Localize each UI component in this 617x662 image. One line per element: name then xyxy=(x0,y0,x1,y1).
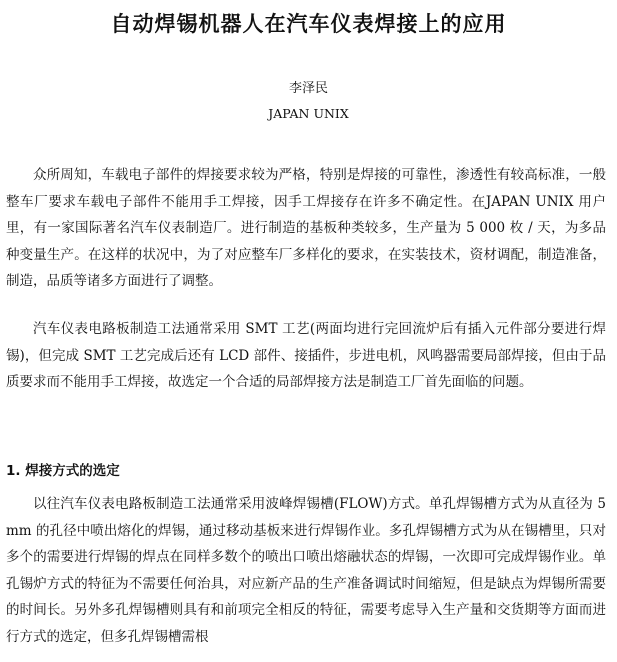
intro-paragraph-2-block xyxy=(6,316,606,396)
paper-title: 自动焊锡机器人在汽车仪表焊接上的应用 xyxy=(110,12,507,36)
intro-paragraph-2: 汽车仪表电路板制造工法通常采用 SMT 工艺(两面均进行完回流炉后有插入元件部分要进行焊锡)，但完成 SMT 工艺完成后还有 LCD 部件、接插件，步进电机，风鸣器需要局部焊接，但由于品质要求而不能用手工焊接，故选定一个合适的局部焊接方法是制造工厂首先面临的问题。 xyxy=(6,321,606,390)
author-affiliation: JAPAN UNIX xyxy=(268,106,349,121)
section-1-paragraph-block xyxy=(6,491,606,650)
section-1-paragraph: 以往汽车仪表电路板制造工法通常采用波峰焊锡槽(FLOW)方式。单孔焊锡槽方式为从直径为 5 mm 的孔径中喷出熔化的焊锡，通过移动基板来进行焊锡作业。多孔焊锡槽方式为从在锡槽里，只对多个的需要进行焊锡的焊点在同样多数个的喷出口喷出熔融状态的焊锡，一次即可完成焊锡作业。单孔锡炉方式的特征为不需要任何治具，对应新产品的生产准备调试时间缩短，但是缺点为焊锡所需要的时间长。另外多孔焊锡槽则具有和前项完全相反的特征，需要考虑导入生产量和交货期等方面而进行方式的选定，但多孔焊锡槽需根 xyxy=(6,496,606,645)
intro-paragraph-1-block xyxy=(6,162,606,295)
author-name: 李泽民 xyxy=(288,81,328,96)
section-heading: 1. 焊接方式的选定 xyxy=(6,463,120,479)
intro-paragraph-1: 众所周知，车载电子部件的焊接要求较为严格，特别是焊接的可靠性，渗透性有较高标准，一般整车厂要求车载电子部件不能用手工焊接，因手工焊接存在许多不确定性。在JAPAN UNIX 用户里，有一家国际著名汽车仪表制造厂。进行制造的基板种类较多，生产量为 5 000 枚 / 天，为多品种变量生产。在这样的状况中，为了对应整车厂多样化的要求，在实装技术，资材调配，制造准备，制造，品质等诸多方面进行了调整。 xyxy=(6,167,606,289)
